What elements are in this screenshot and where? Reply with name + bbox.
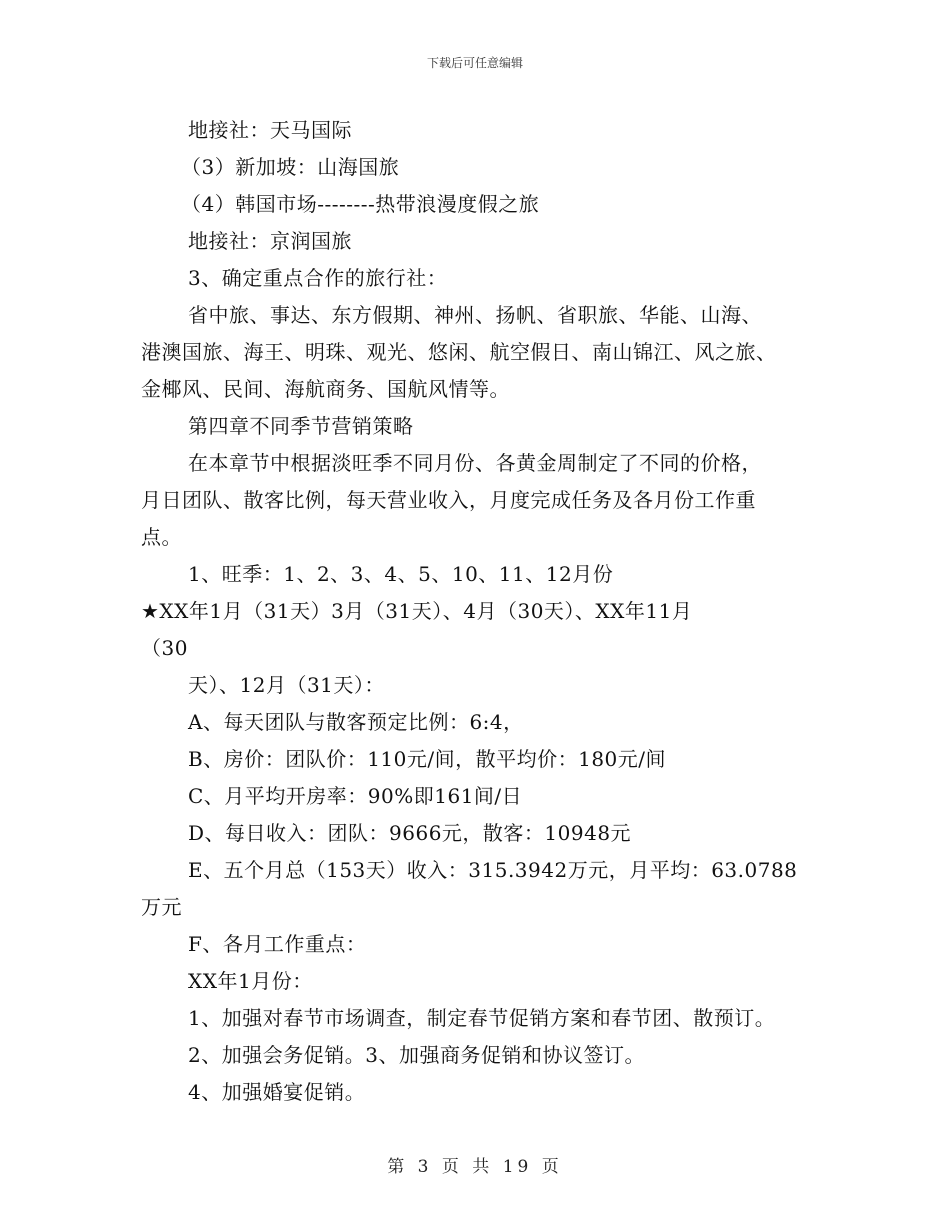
text-line: 1、加强对春节市场调查，制定春节促销方案和春节团、散预订。 [188, 1006, 776, 1030]
text-line: D、每日收入：团队：9666元，散客：10948元 [188, 821, 632, 845]
text-line: 2、加强会务促销。3、加强商务促销和协议签订。 [188, 1043, 645, 1067]
text-line: （4）韩国市场--------热带浪漫度假之旅 [181, 192, 540, 216]
text-line: （30 [141, 636, 188, 660]
section-heading: 3、确定重点合作的旅行社： [188, 266, 448, 290]
chapter-heading: 第四章不同季节营销策略 [188, 414, 414, 438]
text-line: 万元 [141, 895, 182, 919]
page-header: 下载后可任意编辑 [426, 56, 523, 70]
text-line: XX年1月份： [188, 969, 313, 993]
text-line: C、月平均开房率：90%即161间/日 [188, 784, 523, 808]
text-line: 港澳国旅、海王、明珠、观光、悠闲、航空假日、南山锦江、风之旅、 [141, 340, 777, 364]
text-line: E、五个月总（153天）收入：315.3942万元，月平均：63.0788 [188, 858, 798, 882]
text-line: ★XX年1月（31天）3月（31天）、4月（30天）、XX年11月 [141, 599, 693, 623]
text-line: 点。 [141, 525, 182, 549]
text-line: 天）、12月（31天）： [188, 673, 385, 697]
text-line: 在本章节中根据淡旺季不同月份、各黄金周制定了不同的价格， [188, 451, 762, 475]
text-line: 1、旺季：1、2、3、4、5、10、11、12月份 [188, 562, 614, 586]
text-line: F、各月工作重点： [188, 932, 367, 956]
document-body [141, 112, 821, 1111]
text-line: （3）新加坡：山海国旅 [181, 155, 400, 179]
text-line: 金椰风、民间、海航商务、国航风情等。 [141, 377, 510, 401]
text-line: 省中旅、事达、东方假期、神州、扬帆、省职旅、华能、山海、 [188, 303, 762, 327]
text-line: 月日团队、散客比例，每天营业收入，月度完成任务及各月份工作重 [141, 488, 756, 512]
page-footer: 第 3 页 共 19 页 [387, 1157, 563, 1177]
text-line: 地接社：天马国际 [188, 118, 352, 142]
text-line: 地接社：京润国旅 [188, 229, 352, 253]
text-line: B、房价：团队价：110元/间，散平均价：180元/间 [188, 747, 667, 771]
text-line: 4、加强婚宴促销。 [188, 1080, 366, 1104]
text-line: A、每天团队与散客预定比例：6:4， [188, 710, 524, 734]
